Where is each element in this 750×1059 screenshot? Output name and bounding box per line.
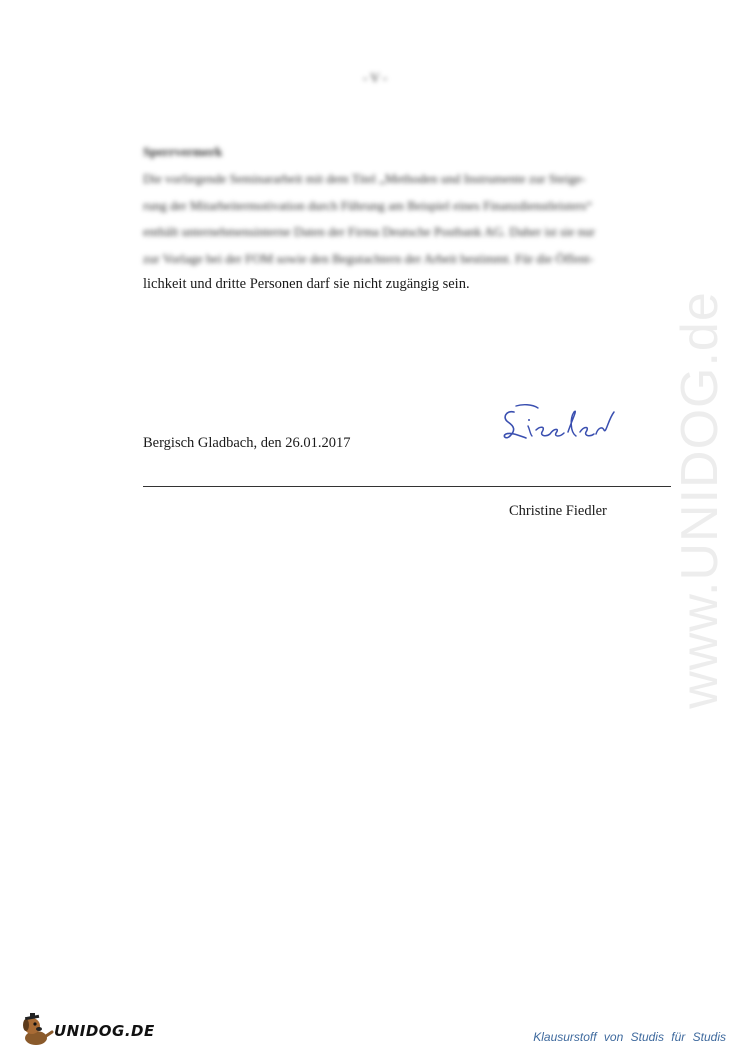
signer-name: Christine Fiedler xyxy=(509,503,607,519)
unidog-logo xyxy=(20,1012,155,1048)
blocking-notice-heading: Sperrvermerk xyxy=(143,144,223,159)
blocking-notice-paragraph xyxy=(143,166,678,296)
blocking-notice-last-line: lichkeit und dritte Personen darf sie nicht zugängig sein. xyxy=(143,276,470,292)
blurred-line: Die vorliegende Seminararbeit mit dem Titel „Methoden und Instrumente zur Steige- xyxy=(143,171,586,186)
blurred-line: zur Vorlage bei der FOM sowie den Begutachtern der Arbeit bestimmt. Für die Öffent- xyxy=(143,250,594,266)
handwritten-signature xyxy=(498,400,628,450)
watermark: www.UNIDOG.de xyxy=(671,291,729,709)
blurred-line: enthält unternehmensinterne Daten der Firma Deutsche Postbank AG. Daher ist sie nur xyxy=(143,224,595,239)
footer-slogan: Klausurstoff von Studis für Studis xyxy=(533,1030,726,1044)
blocking-notice xyxy=(143,140,678,296)
logo-text: UNIDOG.DE xyxy=(54,1022,155,1040)
dog-mascot-icon xyxy=(20,1012,56,1048)
page-number: - V - xyxy=(362,70,388,85)
blurred-line: rung der Mitarbeitermotivation durch Führung am Beispiel eines Finanzdienstleisters“ xyxy=(143,197,593,213)
place-date: Bergisch Gladbach, den 26.01.2017 xyxy=(143,435,351,451)
signature-line xyxy=(143,486,671,487)
